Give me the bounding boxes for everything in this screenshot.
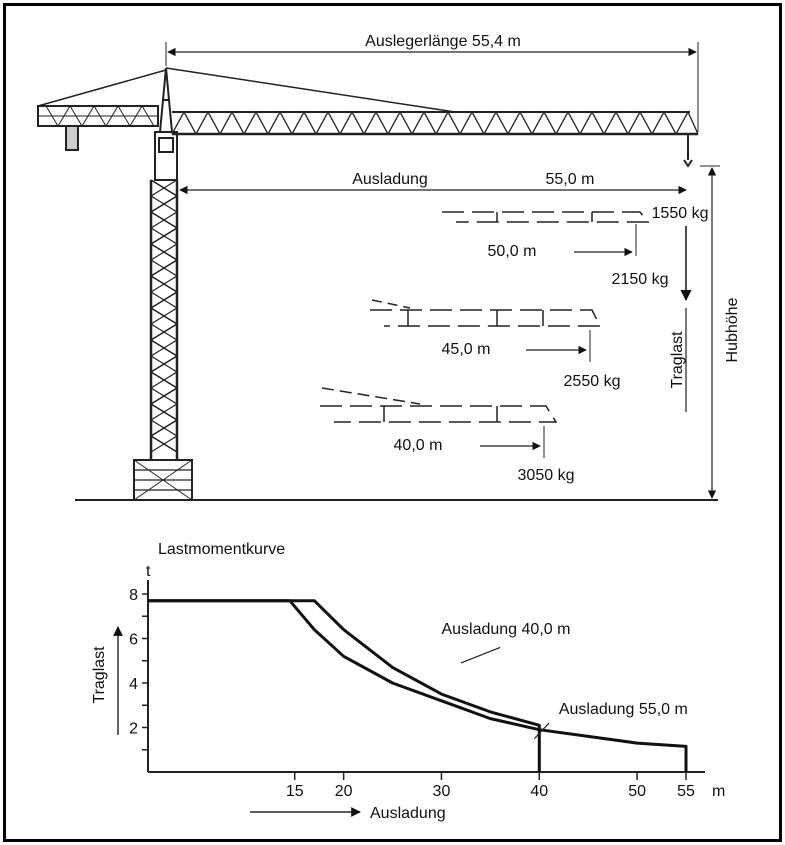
traglast-label: Traglast <box>669 331 686 389</box>
y-tick-label: 6 <box>129 631 138 649</box>
variant-45-ausladung: 45,0 m <box>441 341 491 358</box>
ausladung-label: Ausladung <box>352 171 428 188</box>
hubhoehe-label: Hubhöhe <box>724 297 741 363</box>
variant-40-load-tip: 3050 kg <box>517 467 575 484</box>
variant-45-load-tip: 2550 kg <box>563 373 621 390</box>
y-tick-label: 4 <box>129 676 138 693</box>
x-unit: m <box>712 783 726 800</box>
chart-title: Lastmomentkurve <box>158 541 286 558</box>
auslegerlaenge-label: Auslegerlänge 55,4 m <box>365 33 521 50</box>
y-axis-label: Traglast <box>91 646 108 704</box>
x-tick-label: 30 <box>432 783 451 800</box>
x-tick-label: 55 <box>677 783 695 800</box>
series-label-1: Ausladung 40,0 m <box>441 621 571 639</box>
x-tick-label: 50 <box>628 783 646 800</box>
series-label-leader <box>461 647 500 663</box>
y-unit: t <box>146 563 151 580</box>
variant-50-ausladung: 50,0 m <box>487 243 537 260</box>
x-tick-label: 40 <box>530 783 549 800</box>
variant-50-load-tip: 1550 kg <box>651 205 709 222</box>
variant-40-ausladung: 40,0 m <box>393 437 443 454</box>
series-line-2 <box>148 601 686 772</box>
variant-50-load-inner: 2150 kg <box>611 271 669 288</box>
x-tick-label: 15 <box>285 783 304 800</box>
y-tick-label: 2 <box>129 720 138 738</box>
series-label-2: Ausladung 55,0 m <box>558 701 688 719</box>
ausladung-value: 55,0 m <box>545 171 595 188</box>
x-axis-label: Ausladung <box>370 805 446 822</box>
x-tick-label: 20 <box>334 783 353 800</box>
y-tick-label: 8 <box>129 587 138 604</box>
